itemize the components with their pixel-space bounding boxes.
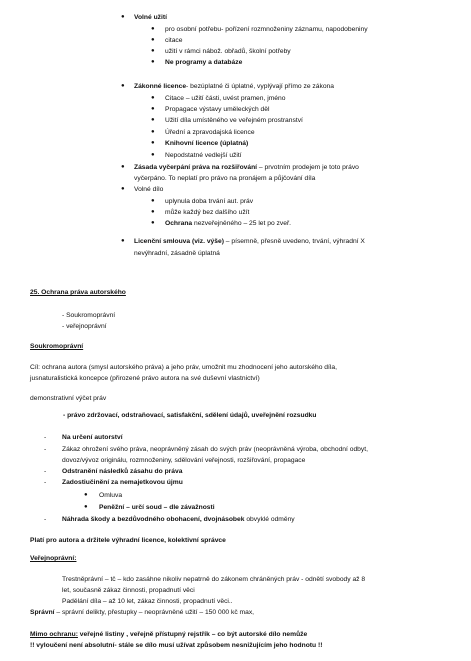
zakonna-rest: - bezúplatné či úplatné, vyplývají přímo ze zákona xyxy=(186,83,334,90)
paragraph-line: Cíl: ochrana autora (smysl autorského práva) a jeho práv, umožnit mu zhodnocení jeho autorského díla, xyxy=(30,364,337,371)
zakonna-title: Zákonné licence xyxy=(134,83,187,90)
list-item: Užití díla umístěného ve veřejném prostranství xyxy=(165,117,303,124)
dash-marker: - xyxy=(44,479,47,486)
list-item: Odstranění následků zásahu do práva xyxy=(62,468,183,475)
list-item: citace xyxy=(165,37,183,44)
zasada-rest: – prvotním prodejem je toto právo xyxy=(257,164,359,171)
list-item-continuation: dovoz/vývoz originálu, rozmnoženiny, sdělování veřejnosti, rozšiřování, propagace xyxy=(62,457,306,464)
zasada-title: Zásada vyčerpání práva na rozšiřování xyxy=(134,164,258,171)
bullet-icon: ● xyxy=(121,83,125,89)
list-item: Na určení autorství xyxy=(62,434,123,441)
bullet-icon: ● xyxy=(151,95,155,101)
list-heading xyxy=(134,237,365,246)
mimo-label: Mimo ochranu: xyxy=(30,631,78,638)
zadost-label: Zadostiučinění xyxy=(62,479,110,486)
bullet-icon: ● xyxy=(121,238,125,244)
list-item: Ne programy a databáze xyxy=(165,59,243,66)
paragraph-line: !! vyloučení není absolutní- stále se dílo musí užívat způsobem nesnižujícím jeho hodnotu !! xyxy=(30,642,323,649)
bullet-icon: ● xyxy=(151,106,155,112)
bullet-icon: ● xyxy=(151,37,155,43)
spravni-rest: – správní delikty, přestupky – neoprávněné užití – 150 000 kč max, xyxy=(54,609,255,616)
paragraph-line: jusnaturalistická koncepce (přirozené právo autora na své duševní vlastnictví) xyxy=(30,375,260,382)
list-item: Peněžní – určí soud – dle závažnosti xyxy=(99,504,215,511)
list-item: - veřejnoprávní xyxy=(62,323,107,330)
bullet-icon: ● xyxy=(121,186,125,192)
section-title: 25. Ochrana práva autorského xyxy=(30,289,126,296)
bullet-icon: ● xyxy=(151,152,155,158)
bullet-icon: ● xyxy=(151,220,155,226)
bullet-icon: ● xyxy=(151,59,155,65)
list-heading: Volné dílo xyxy=(134,186,164,193)
paragraph-line: Trestněprávní – tč – kdo zasáhne nikoliv nepatrně do zákonem chráněných práv - odnětí svobody až 8 xyxy=(62,576,366,583)
bullet-icon: ● xyxy=(151,209,155,215)
list-item: Nepodstatné vedlejší užití xyxy=(165,152,242,159)
paragraph-line: let, současně zákaz činnosti, propadnutí věci xyxy=(62,587,195,594)
list-item xyxy=(62,515,295,524)
list-item: Knihovní licence (úplatná) xyxy=(165,140,249,147)
nahrada-rest: obvyklé odměny xyxy=(244,516,295,523)
spravni-label: Správní xyxy=(30,609,55,616)
paragraph-line: demonstrativní výčet práv xyxy=(30,395,107,402)
dash-marker: - xyxy=(44,434,47,441)
list-item: Propagace výstavy uměleckých děl xyxy=(165,106,270,113)
paragraph-line: Platí pro autora a držitele výhradní licence, kolektivní správce xyxy=(30,537,226,544)
licencni-rest: – písemně, přesně uvedeno, trvání, výhradní X xyxy=(223,238,365,245)
bullet-icon: ● xyxy=(84,492,88,498)
nahrada-label: Náhrada škody a bezdůvodného obohacení, dvojnásobek xyxy=(62,516,245,523)
paragraph-line xyxy=(30,608,254,617)
list-item xyxy=(62,478,183,487)
list-heading: Volné užití xyxy=(134,14,167,21)
list-item: užití v rámci nábož. obřadů, školní potřeby xyxy=(165,48,291,55)
section-heading: Soukromoprávní xyxy=(30,343,84,350)
dash-marker: - xyxy=(44,446,47,453)
bullet-icon: ● xyxy=(151,198,155,204)
zadost-rest: za nemajetkovou újmu xyxy=(109,479,183,486)
list-item: Zákaz ohrožení svého práva, neoprávněný zásah do svých práv (neoprávněná výroba, obchodní odbyt, xyxy=(62,446,368,453)
bullet-icon: ● xyxy=(121,14,125,20)
list-item: - Soukromoprávní xyxy=(62,312,116,319)
paragraph-line: - právo zdržovací, odstraňovací, satisfakční, sdělení údajů, uveřejnění rozsudku xyxy=(63,412,317,419)
list-item: může každý bez dalšího užít xyxy=(165,209,250,216)
bullet-icon: ● xyxy=(151,26,155,32)
list-item xyxy=(165,219,291,228)
list-item: Omluva xyxy=(99,492,123,499)
bullet-icon: ● xyxy=(151,48,155,54)
list-heading xyxy=(134,163,359,172)
bullet-icon: ● xyxy=(151,129,155,135)
paragraph-line xyxy=(30,630,307,639)
list-heading xyxy=(134,82,334,91)
list-item: Citace – užití části, uvést pramen, jméno xyxy=(165,95,286,102)
list-item: pro osobní potřebu- pořízení rozmnoženiny záznamu, napodobeniny xyxy=(165,26,368,33)
dash-marker: - xyxy=(44,468,47,475)
ochrana-rest: nezveřejněného – 25 let po zveř. xyxy=(192,220,292,227)
bullet-icon: ● xyxy=(121,164,125,170)
bullet-icon: ● xyxy=(151,117,155,123)
list-item: uplynula doba trvání aut. práv xyxy=(165,198,254,205)
list-item: Úřední a zpravodajská licence xyxy=(165,129,255,136)
ochrana-label: Ochrana xyxy=(165,220,193,227)
bullet-icon: ● xyxy=(151,140,155,146)
mimo-rest: veřejné listiny , veřejně přístupný rejstřík – co být autorské dílo nemůže xyxy=(77,631,308,638)
list-item-continuation: nevýhradní, zásadně úplatná xyxy=(134,250,220,257)
dash-marker: - xyxy=(44,516,47,523)
section-heading: Veřejnoprávní: xyxy=(30,555,77,562)
licencni-title: Licenční smlouva (viz. výše) xyxy=(134,238,224,245)
list-item-continuation: vyčerpáno. To neplatí pro právo na pronájem a půjčování díla xyxy=(134,175,316,182)
paragraph-line: Padělání díla – až 10 let, zákaz činnosti, propadnutí věci.. xyxy=(62,598,233,605)
bullet-icon: ● xyxy=(84,504,88,510)
